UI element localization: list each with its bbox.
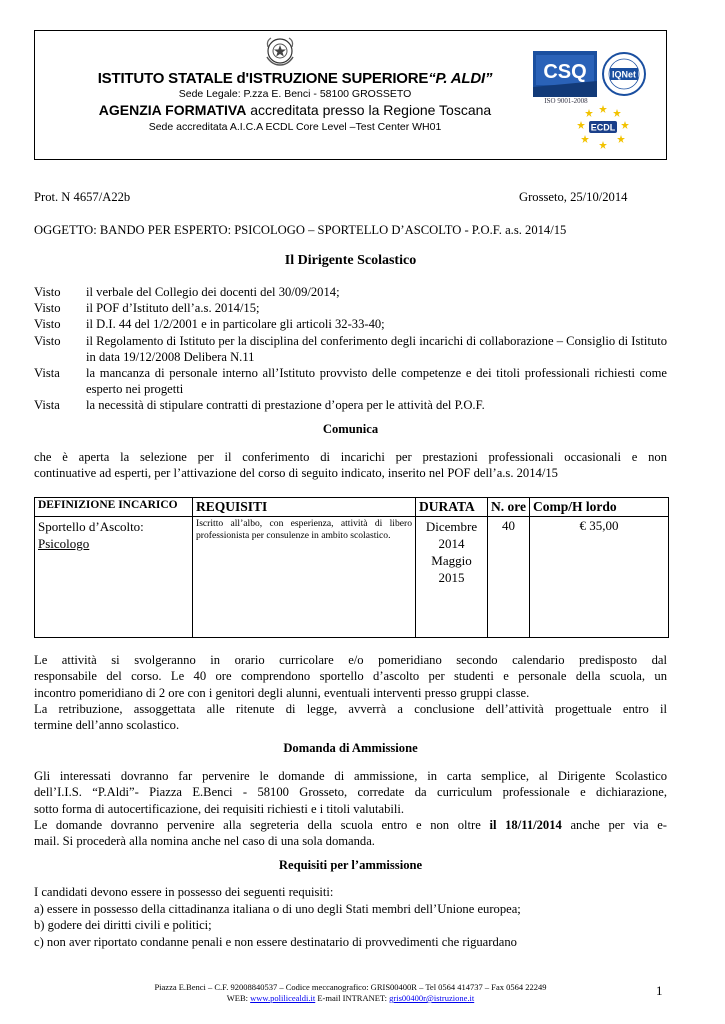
iqnet-logo [601,51,647,97]
paragraph-line: che è aperta la selezione per il conferimento di incarichi per prestazioni professionali occasionali e non [34,450,667,464]
column-header: N. ore [488,498,530,517]
visto-key: Vista [34,398,60,413]
institute-address: Sede Legale: P.zza E. Benci - 58100 GROSSETO [178,88,412,100]
letterhead [34,30,667,160]
visto-text: la mancanza di personale interno all’Istituto provvisto delle competenze e dei titoli professionali richiesti come esperto nei progetti [86,366,667,397]
table-header-row [35,498,669,517]
paragraph-line: dell’I.I.S. “P.Aldi”- Piazza E.Benci - 58100 Grosseto, corredate da curriculum professionale e dichiarazione, [34,785,667,800]
list-item [34,300,667,316]
list-item [34,365,667,397]
list-item: c) non aver riportato condanne penali e non essere destinatario di provvedimenti che riguardano [34,934,517,949]
domanda-paragraph [34,768,667,849]
attivita-paragraph [34,652,667,733]
paragraph-line: I candidati devono essere in possesso dei seguenti requisiti: [34,885,334,899]
institute-title: ISTITUTO STATALE d'ISTRUZIONE SUPERIORE“P. ALDI” [97,70,493,87]
durata-line: 2015 [438,570,465,585]
list-item [34,316,667,332]
page-title: Il Dirigente Scolastico [284,253,417,268]
visto-key: Visto [34,317,61,332]
durata-line: Maggio [431,553,472,568]
footer-links: WEB: www.polilicealdi.it E-mail INTRANET: gris00400r@istruzione.it [226,993,475,1003]
column-header: REQUISITI [193,498,416,517]
footer-address: Piazza E.Benci – C.F. 92008840537 – Codice meccanografico: GRIS00400R – Tel 0564 414737 – Fax 0564 22249 [154,982,547,992]
email-link[interactable]: gris00400r@istruzione.it [389,993,475,1003]
requisiti-cell: Iscritto all’albo, con esperienza, attività di libero professionista per consulenze in ambito scolastico. [193,517,416,638]
column-header: Comp/H lordo [530,498,669,517]
visto-text: il POF d’Istituto dell’a.s. 2014/15; [86,301,260,316]
subject-line: OGGETTO: BANDO PER ESPERTO: PSICOLOGO – SPORTELLO D’ASCOLTO - P.O.F. a.s. 2014/15 [34,223,567,237]
table-row [35,517,669,638]
ecdl-logo-text: ECDL [590,122,616,133]
requisiti-list [34,884,667,950]
ecdl-accreditation: Sede accreditata A.I.C.A ECDL Core Level –Test Center WH01 [148,121,442,133]
visto-list [34,284,667,414]
website-link[interactable]: www.polilicealdi.it [250,993,316,1003]
paragraph-line: sotto forma di autocertificazione, dei requisiti richiesti e i titoli valutabili. [34,801,405,816]
durata-cell [416,517,488,638]
paragraph-line: La retribuzione, assoggettata alle ritenute di legge, avverrà a conclusione dell’attività progettuale entro il [34,701,667,716]
place-date: Grosseto, 25/10/2014 [519,190,628,204]
domanda-heading: Domanda di Ammissione [283,741,418,755]
visto-text: il Regolamento di Istituto per la disciplina del conferimento degli incarichi di collaborazione – Consiglio di Istituto in data 19/12/2008 Delibera N.11 [86,333,667,364]
paragraph-line: continuative ad esperti, per l’attivazione del corso di seguito indicato, inserito nel POF dell’a.s. 2014/15 [34,466,558,481]
deadline-line: Le domande dovranno pervenire alla segreteria della scuola entro e non oltre il 18/11/2014 anche per via e- [34,817,667,832]
list-item [34,333,667,365]
requisiti-heading: Requisiti per l’ammissione [278,858,423,872]
visto-key: Visto [34,301,61,316]
paragraph-line: incontro pomeridiano di 2 ore con i genitori degli alunni, eventuali interventi presso gruppi classe. [34,685,530,700]
column-header: DEFINIZIONE INCARICO [35,498,193,517]
paragraph-line: Le attività si svolgeranno in orario curricolare e/o pomeridiano secondo calendario predisposto dal [34,653,667,667]
deadline-date: il 18/11/2014 [489,817,562,832]
visto-text: il D.I. 44 del 1/2/2001 e in particolare gli articoli 32-33-40; [86,317,385,332]
comunica-heading: Comunica [322,422,379,436]
definizione-cell [35,517,193,638]
paragraph-line: mail. Si procederà alla nomina anche nel caso di una sola domanda. [34,834,375,849]
paragraph-line: Gli interessati dovranno far pervenire le domande di ammissione, in carta semplice, al Dirigente Scolastico [34,769,667,783]
list-item [34,397,667,413]
list-item: a) essere in possesso della cittadinanza italiana o di uno degli Stati membri dell’Unione europea; [34,901,521,916]
list-item [34,284,667,300]
visto-key: Visto [34,333,61,348]
visto-key: Vista [34,366,60,381]
definizione-text: Sportello d’Ascolto: [38,519,144,534]
list-item: b) godere dei diritti civili e politici; [34,918,212,932]
comunica-paragraph [34,449,667,482]
visto-text: il verbale del Collegio dei docenti del 30/09/2014; [86,285,340,299]
ecdl-logo [573,103,633,153]
csq-logo-text: CSQ [543,61,587,83]
definizione-role: Psicologo [38,536,90,551]
column-header: DURATA [416,498,488,517]
durata-line: 2014 [438,536,465,551]
iqnet-logo-text: IQNet [611,69,637,80]
visto-key: Visto [34,285,61,299]
csq-logo [533,51,597,97]
incarico-table [34,497,669,638]
ore-cell: 40 [488,517,530,638]
compenso-cell: € 35,00 [530,517,669,638]
durata-line: Dicembre [425,519,478,534]
page-number: 1 [656,983,663,998]
paragraph-line: termine dell’anno scolastico. [34,718,180,733]
protocol-number: Prot. N 4657/A22b [34,190,131,204]
iso-label: ISO 9001-2008 [544,97,588,105]
paragraph-line: responsabile del corso. Le 40 ore comprendono sportello d’ascolto per studenti e personale della scuola, un [34,669,667,684]
republic-emblem-icon [263,35,297,67]
agency-line: AGENZIA FORMATIVA accreditata presso la Regione Toscana [98,102,492,118]
visto-text: la necessità di stipulare contratti di prestazione d’opera per le attività del P.O.F. [86,398,485,413]
